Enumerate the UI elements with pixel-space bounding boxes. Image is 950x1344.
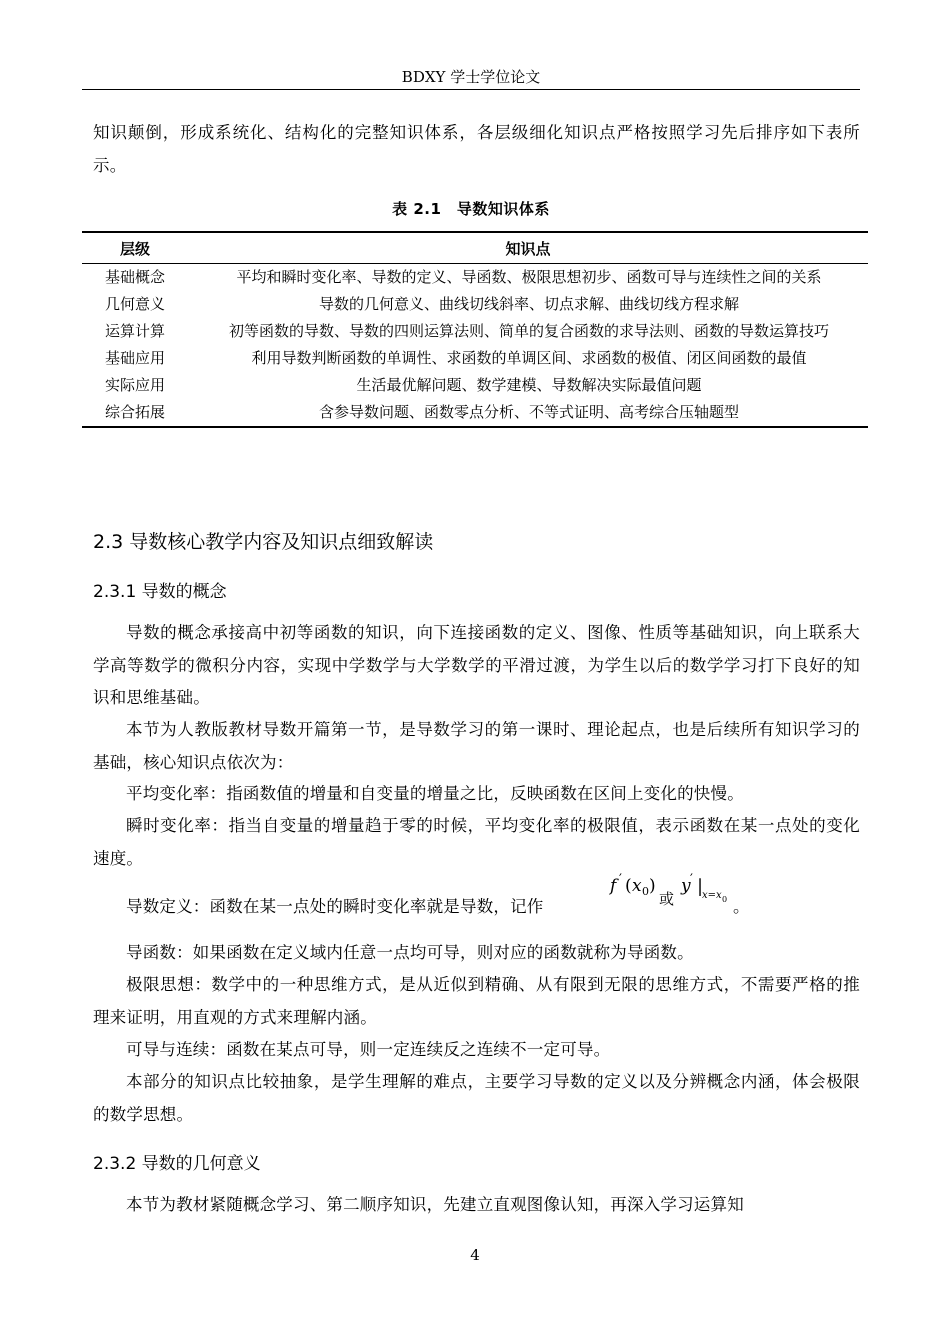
points-cell: 利用导数判断函数的单调性、求函数的单调区间、求函数的极值、闭区间函数的最值 bbox=[251, 349, 807, 367]
table-row bbox=[82, 264, 868, 292]
table-row bbox=[82, 345, 868, 372]
subsection-heading-concept: 2.3.1 导数的概念 bbox=[93, 582, 227, 602]
table-caption: 表 2.1 导数知识体系 bbox=[392, 200, 550, 218]
formula-rparen: ) bbox=[649, 876, 656, 896]
body-paragraph: 本节为教材紧随概念学习、第二顺序知识，先建立直观图像认知，再深入学习运算知 bbox=[126, 1195, 744, 1214]
formula-lparen: ( bbox=[625, 876, 632, 896]
level-cell: 综合拓展 bbox=[82, 399, 188, 427]
formula-y: y bbox=[681, 876, 691, 896]
page-number: 4 bbox=[470, 1246, 480, 1264]
running-header: BDXY 学士学位论文 bbox=[401, 68, 541, 86]
formula-prime-y: ′ bbox=[690, 872, 693, 887]
table-row bbox=[82, 372, 868, 399]
body-paragraph: 瞬时变化率：指当自变量的增量趋于零的时候，平均变化率的极限值，表示函数在某一点处的变化速度。 bbox=[93, 816, 860, 868]
body-paragraph: 平均变化率：指函数值的增量和自变量的增量之比，反映函数在区间上变化的快慢。 bbox=[126, 784, 744, 803]
intro-paragraph: 知识颠倒，形成系统化、结构化的完整知识体系，各层级细化知识点严格按照学习先后排序如下表所示。 bbox=[93, 123, 860, 175]
formula-evaluation-subscript: 0 bbox=[722, 895, 728, 904]
level-cell: 几何意义 bbox=[104, 295, 165, 313]
points-cell: 含参导数问题、函数零点分析、不等式证明、高考综合压轴题型 bbox=[188, 399, 868, 427]
points-cell: 平均和瞬时变化率、导数的定义、导函数、极限思想初步、函数可导与连续性之间的关系 bbox=[236, 268, 822, 286]
level-cell: 基础概念 bbox=[104, 268, 165, 286]
formula-or: 或 bbox=[659, 890, 675, 908]
table-header-row bbox=[82, 232, 868, 264]
points-cell: 生活最优解问题、数学建模、导数解决实际最值问题 bbox=[356, 376, 702, 394]
formula-x: x bbox=[632, 876, 642, 896]
body-paragraph: 极限思想：数学中的一种思维方式，是从近似到精确、从有限到无限的思维方式，不需要严格的推理来证明，用直观的方式来理解内涵。 bbox=[93, 975, 860, 1027]
formula-f: f bbox=[610, 876, 617, 896]
section-heading: 2.3 导数核心教学内容及知识点细致解读 bbox=[93, 531, 434, 553]
table-row bbox=[82, 318, 868, 345]
body-paragraph: 本部分的知识点比较抽象，是学生理解的难点，主要学习导数的定义以及分辨概念内涵，体会极限的数学思想。 bbox=[93, 1072, 860, 1124]
definition-text: 导数定义：函数在某一点处的瞬时变化率就是导数，记作 bbox=[126, 897, 544, 916]
body-paragraph: 导函数：如果函数在定义域内任意一点均可导，则对应的函数就称为导函数。 bbox=[126, 943, 694, 962]
table-row bbox=[82, 399, 868, 427]
level-cell: 实际应用 bbox=[104, 376, 165, 394]
level-cell: 运算计算 bbox=[104, 322, 165, 340]
column-header-points: 知识点 bbox=[188, 232, 868, 264]
definition-period: 。 bbox=[733, 897, 750, 916]
column-header-level: 层级 bbox=[82, 232, 188, 264]
formula-evaluation-bar: | bbox=[697, 876, 704, 897]
body-paragraph: 本节为人教版教材导数开篇第一节，是导数学习的第一课时、理论起点，也是后续所有知识学习的基础，核心知识点依次为： bbox=[93, 720, 860, 772]
header-rule bbox=[82, 89, 860, 90]
subsection-heading-geometry: 2.3.2 导数的几何意义 bbox=[93, 1154, 261, 1174]
knowledge-system-table bbox=[82, 231, 868, 428]
formula-subscript-zero: 0 bbox=[642, 885, 649, 898]
formula-evaluation-condition: x=x bbox=[702, 890, 722, 901]
formula-prime: ′ bbox=[619, 872, 622, 887]
level-cell: 基础应用 bbox=[104, 349, 165, 367]
body-paragraph: 可导与连续：函数在某点可导，则一定连续反之连续不一定可导。 bbox=[126, 1040, 611, 1059]
body-paragraph: 导数的概念承接高中初等函数的知识，向下连接函数的定义、图像、性质等基础知识，向上联系大学高等数学的微积分内容，实现中学数学与大学数学的平滑过渡，为学生以后的数学学习打下良好的知识和思维基础。 bbox=[93, 623, 860, 707]
points-cell: 初等函数的导数、导数的四则运算法则、简单的复合函数的求导法则、函数的导数运算技巧 bbox=[228, 322, 829, 340]
points-cell: 导数的几何意义、曲线切线斜率、切点求解、曲线切线方程求解 bbox=[318, 295, 739, 313]
table-row bbox=[82, 291, 868, 318]
